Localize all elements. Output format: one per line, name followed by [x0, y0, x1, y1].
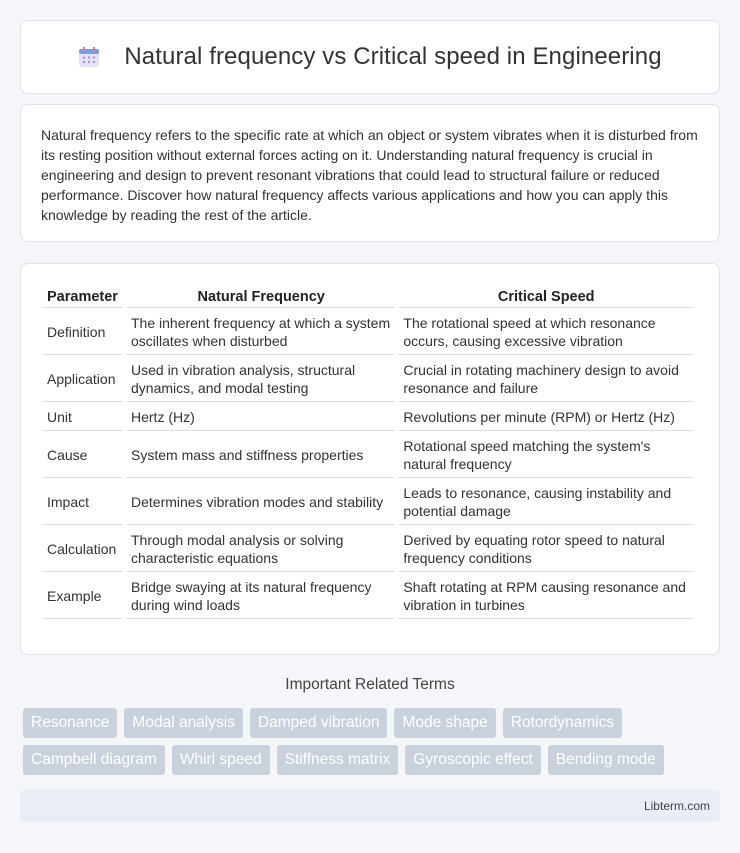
table-row	[43, 433, 693, 478]
tag-resonance[interactable]: Resonance	[23, 708, 117, 738]
table-cell: Shaft rotating at RPM causing resonance and vibration in turbines	[399, 574, 693, 619]
table-cell: Unit	[43, 404, 123, 431]
table-cell: Cause	[43, 433, 123, 478]
table-cell: Rotational speed matching the system's natural frequency	[399, 433, 693, 478]
tag-mode-shape[interactable]: Mode shape	[394, 708, 495, 738]
tag-bending-mode[interactable]: Bending mode	[548, 745, 664, 775]
tag-modal-analysis[interactable]: Modal analysis	[124, 708, 243, 738]
tag-row	[23, 708, 723, 738]
table-row	[43, 310, 693, 355]
table-row	[43, 357, 693, 402]
tag-damped-vibration[interactable]: Damped vibration	[250, 708, 387, 738]
table-cell: Used in vibration analysis, structural dynamics, and modal testing	[127, 357, 395, 402]
table-cell: The inherent frequency at which a system oscillates when disturbed	[127, 310, 395, 355]
tag-row	[23, 745, 723, 775]
column-header-natural-frequency: Natural Frequency	[127, 286, 395, 308]
footer	[20, 790, 720, 822]
table-cell: Derived by equating rotor speed to natural frequency conditions	[399, 527, 693, 572]
table-cell: Example	[43, 574, 123, 619]
intro-text: Natural frequency refers to the specific rate at which an object or system vibrates when it is disturbed from its resting position without external forces acting on it. Understanding natural frequency is crucial in engineering and design to prevent resonant vibrations that could lead to structural failure or reduced performance. Discover how natural frequency affects various applications and how you can apply this knowledge by reading the rest of the article.	[41, 127, 698, 223]
table-cell: Impact	[43, 480, 123, 525]
comparison-table	[39, 284, 697, 621]
calendar-icon	[78, 46, 100, 68]
title-card	[20, 20, 720, 94]
table-cell: Crucial in rotating machinery design to avoid resonance and failure	[399, 357, 693, 402]
footer-site-link[interactable]: Libterm.com	[643, 799, 710, 813]
table-row	[43, 574, 693, 619]
table-cell: Calculation	[43, 527, 123, 572]
table-row	[43, 404, 693, 431]
related-terms-tags	[23, 708, 723, 782]
table-cell: Determines vibration modes and stability	[127, 480, 395, 525]
table-cell: Application	[43, 357, 123, 402]
table-cell: Definition	[43, 310, 123, 355]
table-cell: Bridge swaying at its natural frequency during wind loads	[127, 574, 395, 619]
page-title: Natural frequency vs Critical speed in Engineering	[124, 43, 662, 70]
tag-gyroscopic-effect[interactable]: Gyroscopic effect	[405, 745, 540, 775]
table-cell: Revolutions per minute (RPM) or Hertz (Hz)	[399, 404, 693, 431]
intro-card	[20, 104, 720, 242]
table-cell: Hertz (Hz)	[127, 404, 395, 431]
table-cell: The rotational speed at which resonance occurs, causing excessive vibration	[399, 310, 693, 355]
table-cell: Through modal analysis or solving characteristic equations	[127, 527, 395, 572]
table-cell: Leads to resonance, causing instability and potential damage	[399, 480, 693, 525]
comparison-table-card	[20, 263, 720, 655]
column-header-critical-speed: Critical Speed	[399, 286, 693, 308]
tag-rotordynamics[interactable]: Rotordynamics	[503, 708, 622, 738]
table-row	[43, 480, 693, 525]
table-row	[43, 527, 693, 572]
tag-whirl-speed[interactable]: Whirl speed	[172, 745, 270, 775]
tag-stiffness-matrix[interactable]: Stiffness matrix	[277, 745, 399, 775]
table-cell: System mass and stiffness properties	[127, 433, 395, 478]
column-header-parameter: Parameter	[43, 286, 123, 308]
related-terms-title: Important Related Terms	[285, 676, 455, 693]
tag-campbell-diagram[interactable]: Campbell diagram	[23, 745, 165, 775]
table-header-row	[43, 286, 693, 308]
